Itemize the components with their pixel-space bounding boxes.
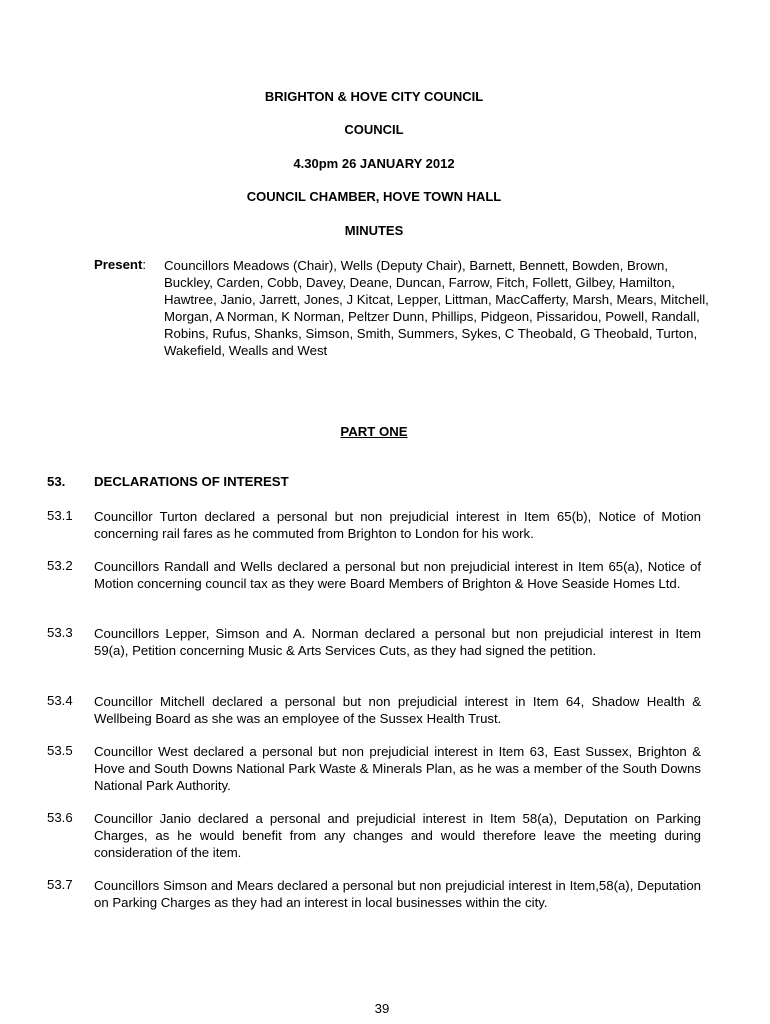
part-title: PART ONE — [340, 424, 408, 439]
header-doc-type: MINUTES — [344, 223, 404, 238]
item-text: Councillor Mitchell declared a personal but non prejudicial interest in Item 64, Shadow Health & Wellbeing Board as she was an employee of the Sussex Health Trust. — [94, 694, 701, 726]
item-number: 53.6 — [47, 810, 73, 825]
header-datetime: 4.30pm 26 JANUARY 2012 — [293, 156, 455, 171]
header-body: COUNCIL — [344, 122, 404, 137]
item-text: Councillors Randall and Wells declared a personal but non prejudicial interest in Item 65(a), Notice of Motion concerning council tax as they were Board Members of Brighton & Hove Seaside Homes Ltd. — [94, 559, 701, 591]
item-text: Councillors Simson and Mears declared a personal but non prejudicial interest in Item,58(a), Deputation on Parking Charges as they had an interest in local businesses within the city. — [94, 878, 701, 910]
item-number: 53.5 — [47, 743, 73, 758]
item-text: Councillor Turton declared a personal but non prejudicial interest in Item 65(b), Notice of Motion concerning rail fares as he commuted from Brighton to London for his work. — [94, 509, 701, 541]
item-number: 53.1 — [47, 508, 73, 523]
item-number: 53.2 — [47, 558, 73, 573]
item-text: Councillor West declared a personal but non prejudicial interest in Item 63, East Sussex, Brighton & Hove and South Downs National Park Waste & Minerals Plan, as he was a member of the South Downs National Park Authority. — [94, 744, 701, 793]
header-venue: COUNCIL CHAMBER, HOVE TOWN HALL — [246, 189, 502, 204]
section-number: 53. — [47, 474, 66, 489]
present-list: Councillors Meadows (Chair), Wells (Deputy Chair), Barnett, Bennett, Bowden, Brown, Buckley, Carden, Cobb, Davey, Deane, Duncan, Farrow, Fitch, Follett, Gilbey, Hamilton, Hawtree, Janio, Jarrett, Jones, J Kitcat, Lepper, Littman, MacCafferty, Marsh, Mears, Mitchell, Morgan, A Norman, K Norman, Peltzer Dunn, Phillips, Pidgeon, Pissaridou, Powell, Randall, Robins, Rufus, Shanks, Simson, Smith, Summers, Sykes, C Theobald, G Theobald, Turton, Wakefield, Wealls and West — [164, 258, 709, 358]
item-text: Councillor Janio declared a personal and prejudicial interest in Item 58(a), Deputation on Parking Charges, as he would benefit from any changes and would therefore leave the meeting during consideration of the item. — [94, 811, 701, 860]
item-text: Councillors Lepper, Simson and A. Norman declared a personal but non prejudicial interest in Item 59(a), Petition concerning Music & Arts Services Cuts, as they had signed the petition. — [94, 626, 701, 658]
header-org: BRIGHTON & HOVE CITY COUNCIL — [264, 89, 484, 104]
item-number: 53.4 — [47, 693, 73, 708]
section-title: DECLARATIONS OF INTEREST — [94, 474, 289, 489]
present-colon: : — [142, 257, 147, 272]
page-number: 39 — [374, 1001, 390, 1016]
present-label: Present — [94, 257, 143, 272]
item-number: 53.7 — [47, 877, 73, 892]
item-number: 53.3 — [47, 625, 73, 640]
